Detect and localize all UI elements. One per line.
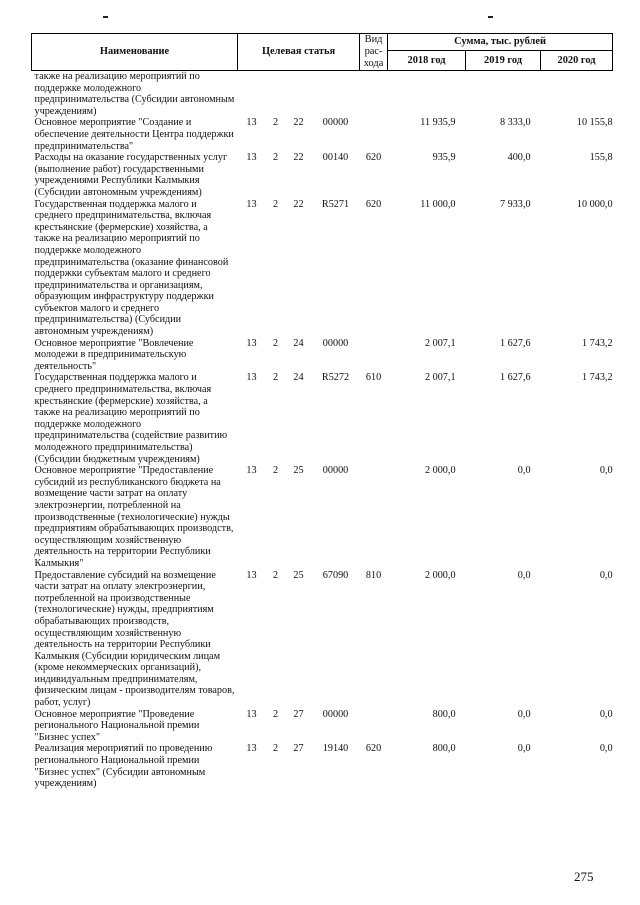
row-program: 13 — [246, 569, 257, 581]
row-name: Основное мероприятие "Предоставление субсидий из республиканского бюджета на возмещение части затрат на оплату электроэнергии, потребленной на производственные (технологические) нужды предприятиям обрабатывающих производств, осуществляющим хозяйственную деятельность на территории Республики Калмыкия" — [34, 465, 234, 569]
row-2020: 1 743,2 — [581, 337, 613, 349]
row-program: 13 — [246, 708, 257, 720]
row-subprogram: 2 — [272, 372, 279, 384]
row-2018: 2 000,0 — [424, 569, 456, 581]
row-2020 — [541, 71, 613, 118]
table-row — [32, 117, 613, 152]
row-code: 00000 — [322, 337, 349, 349]
table-row — [32, 71, 613, 118]
row-group: 22 — [293, 117, 304, 129]
header-name: Наименование — [32, 34, 238, 71]
row-name: Реализация мероприятий по проведению регионального Национальной премии "Бизнес успех" (Субсидии автономным учреждениям) — [34, 743, 213, 790]
row-vid: 620 — [365, 743, 382, 755]
row-subprogram: 2 — [272, 198, 279, 210]
header-vid — [360, 34, 388, 71]
row-2019: 400,0 — [507, 152, 531, 164]
row-code: 00000 — [322, 117, 349, 129]
row-vid — [360, 338, 388, 373]
table-row — [32, 743, 613, 789]
header-year-2019: 2019 год — [466, 51, 541, 71]
row-subprogram — [266, 71, 286, 118]
row-name: Государственная поддержка малого и среднего предпринимательства, включая крестьянские (фермерские) хозяйства, а также на реализацию мероприятий по поддержке молодежного предпринимательства (оказание финансовой поддержки субъектам малого и среднего предпринимательства и организациям, образующим инфраструктуру поддержки субъектов малого и среднего предпринимательства) (Субсидии автономным учреждениям) — [34, 198, 229, 338]
row-code: R5272 — [321, 372, 350, 384]
row-program: 13 — [246, 198, 257, 210]
row-2019: 7 933,0 — [499, 198, 531, 210]
budget-table — [31, 33, 613, 790]
row-2019: 1 627,6 — [499, 372, 531, 384]
table-row — [32, 199, 613, 338]
row-vid — [360, 71, 388, 118]
row-group: 25 — [293, 465, 304, 477]
row-2019: 0,0 — [517, 465, 531, 477]
row-vid — [360, 465, 388, 569]
row-code: 00140 — [322, 152, 349, 164]
row-2018: 800,0 — [432, 743, 456, 755]
row-vid: 810 — [365, 569, 382, 581]
row-code: 00000 — [322, 465, 349, 477]
row-2019 — [466, 71, 541, 118]
row-code: R5271 — [321, 198, 350, 210]
row-code — [312, 71, 360, 118]
row-2019: 1 627,6 — [499, 337, 531, 349]
row-2020: 0,0 — [599, 465, 613, 477]
header-year-2018: 2018 год — [388, 51, 466, 71]
header-vid-text: Вид рас-хода — [363, 34, 384, 69]
page-number: 275 — [574, 869, 594, 884]
row-group: 24 — [293, 337, 304, 349]
table-row — [32, 338, 613, 373]
table-row — [32, 709, 613, 744]
row-program: 13 — [246, 117, 257, 129]
row-program: 13 — [246, 372, 257, 384]
row-vid — [360, 709, 388, 744]
row-2018: 11 935,9 — [420, 117, 456, 129]
row-2018: 2 007,1 — [424, 372, 456, 384]
row-2020: 0,0 — [599, 569, 613, 581]
row-2018: 800,0 — [432, 708, 456, 720]
row-code: 00000 — [322, 708, 349, 720]
table-row — [32, 372, 613, 465]
table-row — [32, 465, 613, 569]
header-sum: Сумма, тыс. рублей — [388, 34, 613, 51]
row-program: 13 — [246, 337, 257, 349]
row-code: 19140 — [322, 743, 349, 755]
header-dash-right — [488, 16, 493, 18]
row-program: 13 — [246, 152, 257, 164]
row-2020: 10 000,0 — [576, 198, 613, 210]
row-program: 13 — [246, 465, 257, 477]
row-group: 22 — [293, 152, 304, 164]
row-group: 27 — [293, 743, 304, 755]
row-2019: 8 333,0 — [499, 117, 531, 129]
row-vid: 620 — [365, 152, 382, 164]
row-vid: 610 — [365, 372, 382, 384]
row-2020: 0,0 — [599, 743, 613, 755]
row-group: 22 — [293, 198, 304, 210]
row-name: Основное мероприятие "Вовлечение молодежи в предпринимательскую деятельность" — [34, 337, 194, 372]
row-2018: 935,9 — [432, 152, 456, 164]
row-group — [286, 71, 312, 118]
row-subprogram: 2 — [272, 465, 279, 477]
row-name: Предоставление субсидий на возмещение части затрат на оплату электроэнергии, потребленной на производственные (технологические) нужды, предприятиям обрабатывающих производств, осуществляющим хозяйственную деятельность на территории Республики Калмыкия (Субсидии юридическим лицам (кроме некоммерческих организаций), индивидуальным предпринимателям, физическим лицам - производителям товаров, работ, услуг) — [34, 569, 235, 709]
row-group: 25 — [293, 569, 304, 581]
row-2019: 0,0 — [517, 708, 531, 720]
row-name: Основное мероприятие "Проведение регионального Национальной премии "Бизнес успех" — [34, 708, 200, 743]
row-name: Расходы на оказание государственных услуг (выполнение работ) государственными учреждениями Республики Калмыкия (Субсидии автономным учреждениям) — [34, 152, 228, 198]
row-2019: 0,0 — [517, 743, 531, 755]
header-dash-left — [103, 16, 108, 18]
row-subprogram: 2 — [272, 708, 279, 720]
table-row — [32, 570, 613, 709]
row-2020: 155,8 — [589, 152, 613, 164]
row-2018: 11 000,0 — [420, 198, 456, 210]
row-name: Основное мероприятие "Создание и обеспечение деятельности Центра поддержки предпринимательства" — [34, 117, 234, 152]
row-2018: 2 000,0 — [424, 465, 456, 477]
header-year-2020: 2020 год — [541, 51, 613, 71]
row-code: 67090 — [322, 569, 349, 581]
row-name: Государственная поддержка малого и среднего предпринимательства, включая крестьянские (фермерские) хозяйства, а также на реализацию мероприятий по поддержке молодежного предпринимательства (содействие развитию молодежного предпринимательства) (Субсидии бюджетным учреждениям) — [34, 372, 228, 465]
row-subprogram: 2 — [272, 117, 279, 129]
row-subprogram: 2 — [272, 337, 279, 349]
row-program: 13 — [246, 743, 257, 755]
row-2018 — [388, 71, 466, 118]
header-target: Целевая статья — [238, 34, 360, 71]
row-2019: 0,0 — [517, 569, 531, 581]
row-name: также на реализацию мероприятий по поддержке молодежного предпринимательства (Субсидии автономным учреждениям) — [34, 71, 235, 117]
row-subprogram: 2 — [272, 743, 279, 755]
row-group: 27 — [293, 708, 304, 720]
table-row — [32, 152, 613, 198]
row-program — [238, 71, 266, 118]
row-2020: 0,0 — [599, 708, 613, 720]
row-vid: 620 — [365, 198, 382, 210]
row-2018: 2 007,1 — [424, 337, 456, 349]
row-group: 24 — [293, 372, 304, 384]
row-vid — [360, 117, 388, 152]
row-subprogram: 2 — [272, 152, 279, 164]
row-2020: 1 743,2 — [581, 372, 613, 384]
row-2020: 10 155,8 — [576, 117, 613, 129]
row-subprogram: 2 — [272, 569, 279, 581]
